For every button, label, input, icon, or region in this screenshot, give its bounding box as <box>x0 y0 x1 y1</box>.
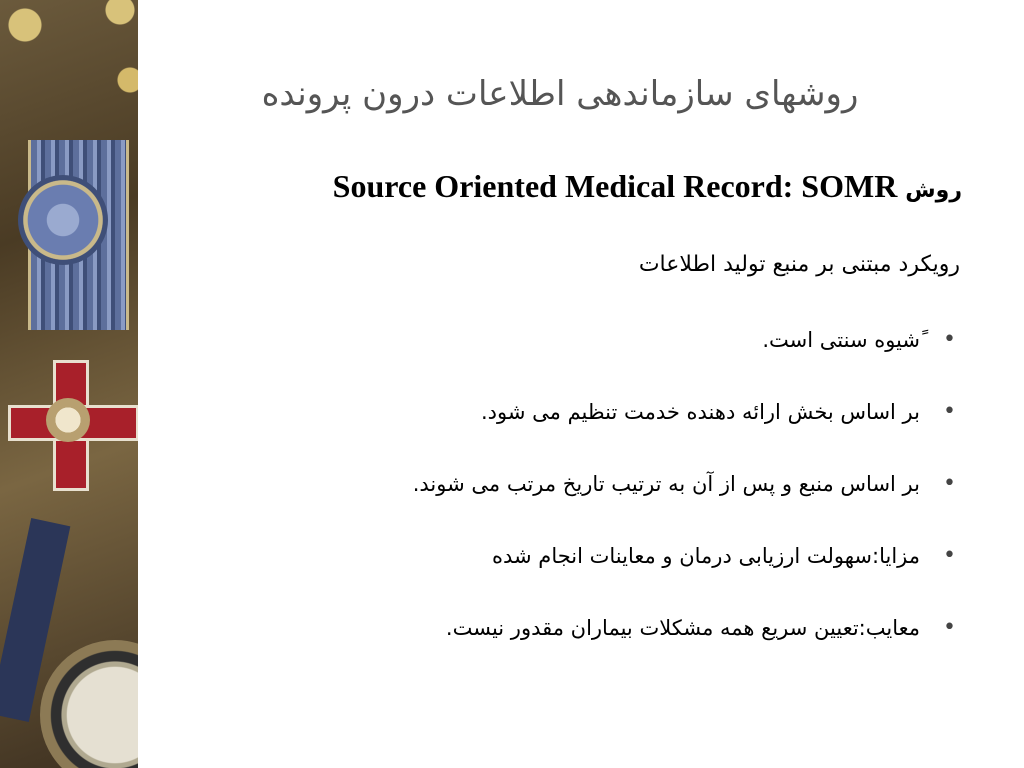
medal-rosette <box>18 175 108 265</box>
list-item <box>413 536 960 608</box>
heading-main: Source Oriented Medical Record: SOMR <box>332 168 898 204</box>
slide-title: روشهای سازماندهی اطلاعات درون پرونده <box>261 74 859 114</box>
list-item <box>413 464 960 536</box>
bullet-text: معایب:تعیین سریع همه مشکلات بیماران مقدور نیست. <box>445 616 920 640</box>
bullet-icon: • <box>943 615 956 640</box>
list-item <box>413 320 960 392</box>
list-item <box>413 608 960 680</box>
section-heading <box>333 168 962 205</box>
bullet-icon: • <box>943 471 956 496</box>
bullet-text: بر اساس بخش ارائه دهنده خدمت تنظیم می شود. <box>481 400 920 424</box>
decorative-sidebar-image <box>0 0 138 768</box>
bullet-text: مزایا:سهولت ارزیابی درمان و معاینات انجام شده <box>492 544 920 568</box>
heading-prefix: روش <box>905 178 962 203</box>
bullet-text: ًشیوه سنتی است. <box>762 328 920 352</box>
medal-cross <box>8 360 133 485</box>
bullet-icon: • <box>943 543 956 568</box>
list-item <box>413 392 960 464</box>
bullet-text: بر اساس منبع و پس از آن به ترتیب تاریخ مرتب می شوند. <box>412 472 920 496</box>
subheading: رویکرد مبتنی بر منبع تولید اطلاعات <box>638 252 960 277</box>
compass <box>40 640 138 768</box>
bullet-list <box>413 320 960 680</box>
bullet-icon: • <box>943 399 956 424</box>
slide-content <box>150 0 970 768</box>
bullet-icon: • <box>943 327 956 352</box>
